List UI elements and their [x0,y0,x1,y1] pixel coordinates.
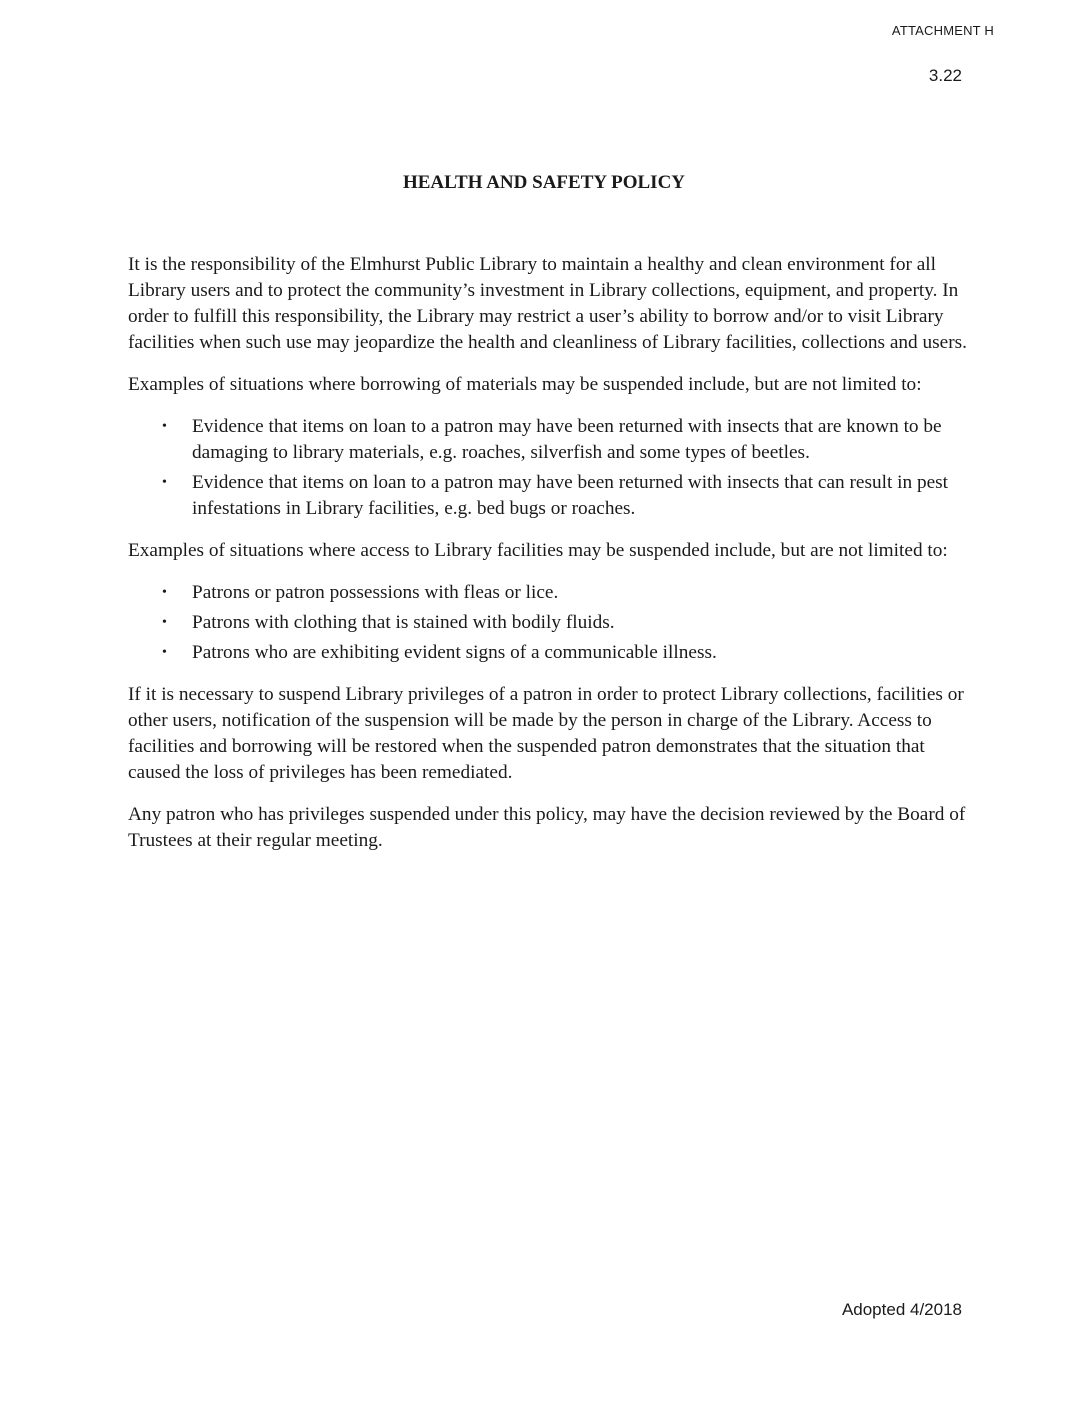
list-item [128,640,968,666]
list-item [128,414,968,466]
intro-paragraph: It is the responsibility of the Elmhurst Public Library to maintain a healthy and clean environment for all Library users and to protect the community’s investment in Library collections, equipment, and property. In order to fulfill this responsibility, the Library may restrict a user’s ability to borrow and/or to visit Library facilities when such use may jeopardize the health and cleanliness of Library facilities, collections and users. [128,254,967,353]
bullet-icon: • [162,615,167,630]
borrowing-examples-list [128,414,968,522]
list-item [128,470,968,522]
attachment-label: ATTACHMENT H [891,23,994,38]
policy-number: 3.22 [928,66,962,85]
list-item-text: Patrons or patron possessions with fleas or lice. [192,582,559,603]
access-examples-list [128,580,968,666]
list-item [128,580,968,606]
notification-paragraph: If it is necessary to suspend Library privileges of a patron in order to protect Library collections, facilities or other users, notification of the suspension will be made by the person in charge of the Library. Access to facilities and borrowing will be restored when the suspended patron demonstrates that the situation that caused the loss of privileges has been remediated. [128,684,964,783]
list-item-text: Evidence that items on loan to a patron may have been returned with insects that are known to be damaging to library materials, e.g. roaches, silverfish and some types of beetles. [192,416,942,463]
list-item-text: Patrons who are exhibiting evident signs of a communicable illness. [192,642,717,663]
review-paragraph: Any patron who has privileges suspended under this policy, may have the decision reviewed by the Board of Trustees at their regular meeting. [128,804,966,851]
page-title: HEALTH AND SAFETY POLICY [402,172,686,193]
policy-body [128,252,968,870]
borrowing-intro-paragraph: Examples of situations where borrowing of materials may be suspended include, but are not limited to: [128,374,922,395]
list-item-text: Evidence that items on loan to a patron may have been returned with insects that can result in pest infestations in Library facilities, e.g. bed bugs or roaches. [192,472,949,519]
list-item [128,610,968,636]
bullet-icon: • [162,419,167,434]
access-intro-paragraph: Examples of situations where access to Library facilities may be suspended include, but are not limited to: [128,540,948,561]
bullet-icon: • [162,585,167,600]
list-item-text: Patrons with clothing that is stained with bodily fluids. [192,612,615,633]
bullet-icon: • [162,475,167,490]
adopted-date: Adopted 4/2018 [841,1300,962,1319]
bullet-icon: • [162,645,167,660]
